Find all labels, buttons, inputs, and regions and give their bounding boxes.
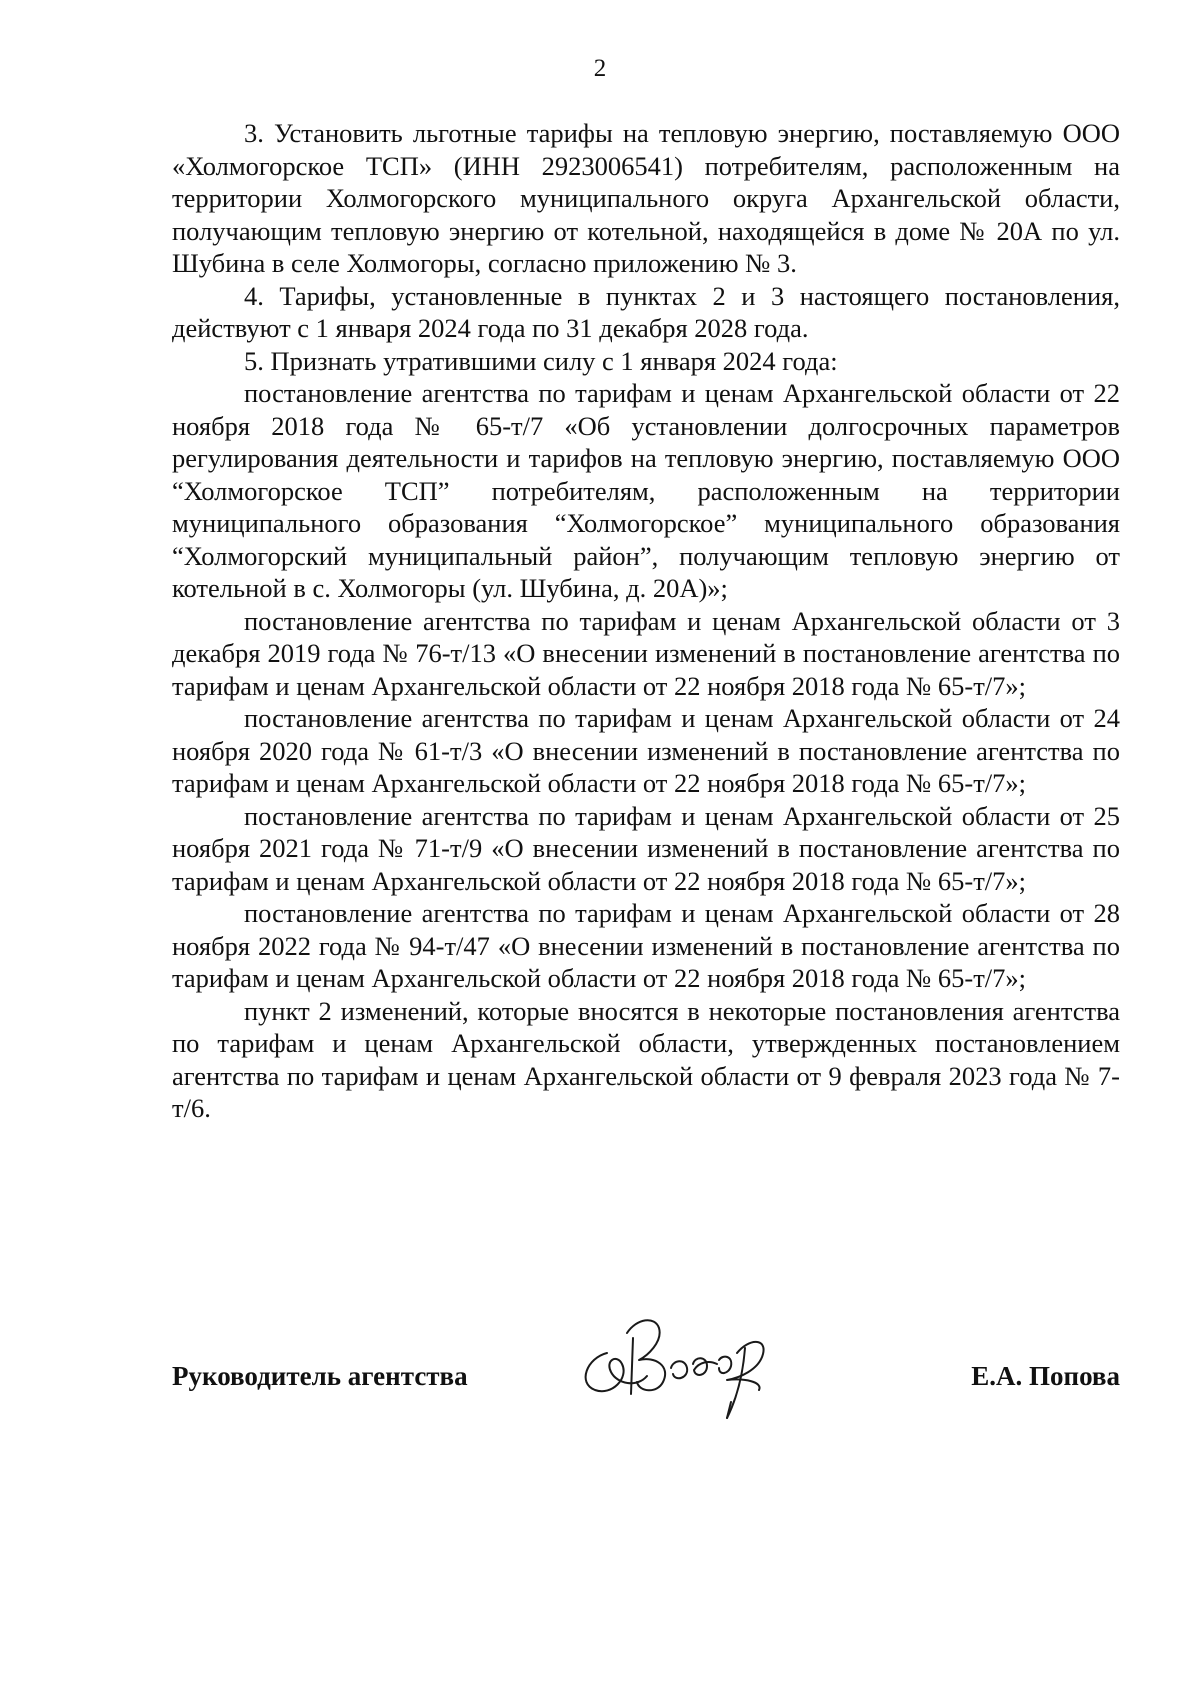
page-number: 2 (593, 55, 607, 82)
document-body (172, 117, 1120, 1125)
repealed-act-3: постановление агентства по тарифам и ценам Архангельской области от 24 ноября 2020 года № 61-т/3 «О внесении изменений в постановление агентства по тарифам и ценам Архангельской области от 22 ноября 2018 года № 65-т/7»; (172, 703, 1120, 798)
signature-block (172, 1360, 1120, 1500)
paragraph-item-4: 4. Тарифы, установленные в пунктах 2 и 3 настоящего постановления, действуют с 1 января 2024 года по 31 декабря 2028 года. (172, 280, 1120, 343)
paragraph-item-3: 3. Установить льготные тарифы на тепловую энергию, поставляемую ООО «Холмогорское ТСП» (ИНН 2923006541) потребителям, расположенным на территории Холмогорского муниципального округа Архангельской области, получающим тепловую энергию от котельной, находящейся в доме № 20А по ул. Шубина в селе Холмогоры, согласно приложению № 3. (172, 118, 1120, 278)
repealed-act-1: постановление агентства по тарифам и ценам Архангельской области от 22 ноября 2018 года № 65-т/7 «Об установлении долгосрочных параметров регулирования деятельности и тарифов на тепловую энергию, поставляемую ООО “Холмогорское ТСП” потребителям, расположенным на территории муниципального образования “Холмогорское” муниципального образования “Холмогорский муниципальный район”, получающим тепловую энергию от котельной в с. Холмогоры (ул. Шубина, д. 20А)»; (172, 378, 1120, 603)
repealed-act-2: постановление агентства по тарифам и ценам Архангельской области от 3 декабря 2019 года № 76-т/13 «О внесении изменений в постановление агентства по тарифам и ценам Архангельской области от 22 ноября 2018 года № 65-т/7»; (172, 605, 1120, 701)
repealed-act-4: постановление агентства по тарифам и ценам Архангельской области от 25 ноября 2021 года № 71-т/9 «О внесении изменений в постановление агентства по тарифам и ценам Архангельской области от 22 ноября 2018 года № 65-т/7»; (172, 800, 1120, 896)
signatory-position: Руководитель агентства (172, 1361, 468, 1391)
repealed-act-5: постановление агентства по тарифам и ценам Архангельской области от 28 ноября 2022 года № 94-т/47 «О внесении изменений в постановление агентства по тарифам и ценам Архангельской области от 22 ноября 2018 года № 65-т/7»; (172, 898, 1120, 993)
signatory-name: Е.А. Попова (971, 1361, 1120, 1391)
handwritten-signature (567, 1298, 777, 1428)
repealed-act-6: пункт 2 изменений, которые вносятся в некоторые постановления агентства по тарифам и ценам Архангельской области, утвержденных постановлением агентства по тарифам и ценам Архангельской области от 9 февраля 2023 года № 7-т/6. (172, 995, 1120, 1123)
paragraph-item-5: 5. Признать утратившими силу с 1 января 2024 года: (244, 345, 838, 376)
